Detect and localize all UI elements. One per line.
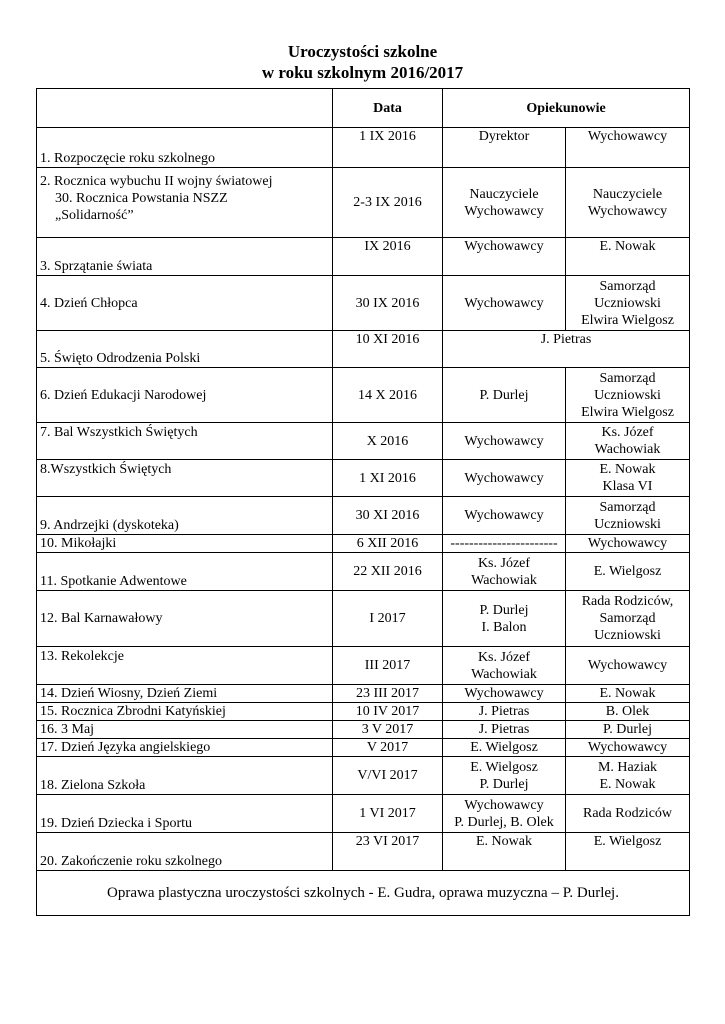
guardian-2: E. Nowak <box>566 238 690 276</box>
guardian-2: Samorząd Uczniowski <box>566 497 690 535</box>
guardian-2: Wychowawcy <box>566 128 690 168</box>
guardian-1: Wychowawcy <box>443 497 566 535</box>
event-date: 14 X 2016 <box>333 368 443 423</box>
guardian-1: Wychowawcy <box>443 685 566 703</box>
table-row <box>37 497 690 535</box>
guardian-2: Nauczyciele Wychowawcy <box>566 168 690 238</box>
table-row <box>37 833 690 871</box>
guardian-1: Wychowawcy P. Durlej, B. Olek <box>443 795 566 833</box>
event-date: 3 V 2017 <box>333 721 443 739</box>
guardian-1: J. Pietras <box>443 721 566 739</box>
guardians-shared: J. Pietras <box>443 331 690 368</box>
table-footer-row <box>37 871 690 916</box>
header-event <box>37 89 333 128</box>
event-date: 23 III 2017 <box>333 685 443 703</box>
guardian-1: Wychowawcy <box>443 276 566 331</box>
table-row <box>37 276 690 331</box>
guardian-1: Dyrektor <box>443 128 566 168</box>
guardian-2: E. Wielgosz <box>566 833 690 871</box>
guardian-2: Rada Rodziców <box>566 795 690 833</box>
event-name: 4. Dzień Chłopca <box>37 276 333 331</box>
guardian-1: P. Durlej <box>443 368 566 423</box>
event-date: 1 XI 2016 <box>333 460 443 497</box>
guardian-1: E. Wielgosz P. Durlej <box>443 757 566 795</box>
guardian-2: Wychowawcy <box>566 647 690 685</box>
table-row <box>37 238 690 276</box>
event-date: 1 IX 2016 <box>333 128 443 168</box>
event-date: 23 VI 2017 <box>333 833 443 871</box>
event-name: 2. Rocznica wybuchu II wojny światowej 30. Rocznica Powstania NSZZ „Solidarność” <box>37 168 333 238</box>
guardian-1: E. Nowak <box>443 833 566 871</box>
event-name: 9. Andrzejki (dyskoteka) <box>37 497 333 535</box>
event-name: 20. Zakończenie roku szkolnego <box>37 833 333 871</box>
event-date: 6 XII 2016 <box>333 535 443 553</box>
table-row <box>37 460 690 497</box>
event-name: 16. 3 Maj <box>37 721 333 739</box>
event-name: 14. Dzień Wiosny, Dzień Ziemi <box>37 685 333 703</box>
table-row <box>37 535 690 553</box>
event-date: V 2017 <box>333 739 443 757</box>
events-table <box>36 88 690 916</box>
guardian-1: J. Pietras <box>443 703 566 721</box>
event-date: 30 XI 2016 <box>333 497 443 535</box>
event-date: X 2016 <box>333 423 443 460</box>
guardian-1: P. Durlej I. Balon <box>443 591 566 647</box>
guardian-2: P. Durlej <box>566 721 690 739</box>
event-date: 10 IV 2017 <box>333 703 443 721</box>
table-row <box>37 795 690 833</box>
event-name: 10. Mikołajki <box>37 535 333 553</box>
document-title-line-2: w roku szkolnym 2016/2017 <box>261 63 464 82</box>
footer-note: Oprawa plastyczna uroczystości szkolnych - E. Gudra, oprawa muzyczna – P. Durlej. <box>37 871 690 916</box>
guardian-1: Wychowawcy <box>443 238 566 276</box>
table-row <box>37 423 690 460</box>
table-row <box>37 739 690 757</box>
guardian-1: Nauczyciele Wychowawcy <box>443 168 566 238</box>
event-date: 1 VI 2017 <box>333 795 443 833</box>
guardian-1: Wychowawcy <box>443 423 566 460</box>
table-row <box>37 128 690 168</box>
event-name: 11. Spotkanie Adwentowe <box>37 553 333 591</box>
event-name: 7. Bal Wszystkich Świętych <box>37 423 333 460</box>
event-date: III 2017 <box>333 647 443 685</box>
event-name: 18. Zielona Szkoła <box>37 757 333 795</box>
table-row <box>37 721 690 739</box>
guardian-2: B. Olek <box>566 703 690 721</box>
event-date: V/VI 2017 <box>333 757 443 795</box>
event-name: 12. Bal Karnawałowy <box>37 591 333 647</box>
event-name: 15. Rocznica Zbrodni Katyńskiej <box>37 703 333 721</box>
guardian-2: Samorząd Uczniowski Elwira Wielgosz <box>566 276 690 331</box>
event-name: 1. Rozpoczęcie roku szkolnego <box>37 128 333 168</box>
event-name: 6. Dzień Edukacji Narodowej <box>37 368 333 423</box>
table-row <box>37 703 690 721</box>
event-name: 8.Wszystkich Świętych <box>37 460 333 497</box>
guardian-1: Ks. Józef Wachowiak <box>443 647 566 685</box>
guardian-1: Ks. Józef Wachowiak <box>443 553 566 591</box>
header-guardians: Opiekunowie <box>443 89 690 128</box>
guardian-2: E. Nowak <box>566 685 690 703</box>
document-title-line-1: Uroczystości szkolne <box>287 42 438 61</box>
guardian-2: Ks. Józef Wachowiak <box>566 423 690 460</box>
event-name: 17. Dzień Języka angielskiego <box>37 739 333 757</box>
table-row <box>37 591 690 647</box>
guardian-2: Wychowawcy <box>566 739 690 757</box>
guardian-1: E. Wielgosz <box>443 739 566 757</box>
event-date: I 2017 <box>333 591 443 647</box>
event-date: 22 XII 2016 <box>333 553 443 591</box>
guardian-2: Wychowawcy <box>566 535 690 553</box>
guardian-2: E. Wielgosz <box>566 553 690 591</box>
event-name: 13. Rekolekcje <box>37 647 333 685</box>
guardian-2: Rada Rodziców, Samorząd Uczniowski <box>566 591 690 647</box>
event-name: 3. Sprzątanie świata <box>37 238 333 276</box>
table-row <box>37 168 690 238</box>
table-row <box>37 331 690 368</box>
event-date: 30 IX 2016 <box>333 276 443 331</box>
guardian-2: Samorząd Uczniowski Elwira Wielgosz <box>566 368 690 423</box>
table-row <box>37 553 690 591</box>
event-date: 2-3 IX 2016 <box>333 168 443 238</box>
table-row <box>37 757 690 795</box>
event-date: 10 XI 2016 <box>333 331 443 368</box>
event-name: 19. Dzień Dziecka i Sportu <box>37 795 333 833</box>
table-row <box>37 368 690 423</box>
header-date: Data <box>333 89 443 128</box>
guardian-1: Wychowawcy <box>443 460 566 497</box>
guardian-2: M. Haziak E. Nowak <box>566 757 690 795</box>
table-row <box>37 647 690 685</box>
guardian-1: ----------------------- <box>443 535 566 553</box>
table-row <box>37 685 690 703</box>
table-header-row <box>37 89 690 128</box>
event-name: 5. Święto Odrodzenia Polski <box>37 331 333 368</box>
event-date: IX 2016 <box>333 238 443 276</box>
guardian-2: E. Nowak Klasa VI <box>566 460 690 497</box>
